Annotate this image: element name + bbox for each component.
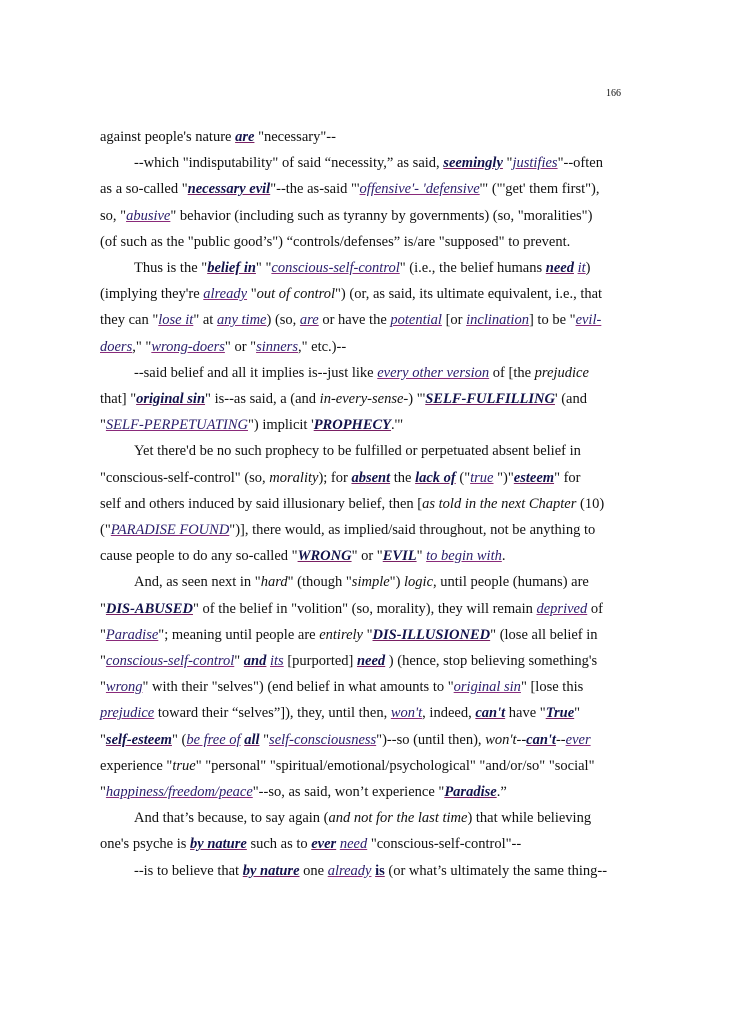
emphasized-text: be free of — [186, 731, 241, 748]
text-segment: toward their “selves”]), they, until then, — [154, 705, 391, 722]
text-segment: (implying they're — [100, 286, 204, 303]
emphasized-text: -- — [555, 731, 566, 748]
text-segment: " (lose all belief in — [490, 626, 598, 643]
emphasized-text: won't-- — [485, 731, 527, 748]
text-segment: " (i.e., the belief humans — [399, 260, 546, 277]
text-segment: ) "' — [408, 391, 426, 408]
text-segment: ")], there would, as implied/said throughout, not be anything to — [229, 522, 596, 539]
text-segment: against people's nature — [100, 129, 236, 145]
text-segment: ' (and — [554, 391, 587, 408]
emphasized-text: offensive'- 'defensive — [359, 181, 480, 198]
text-segment: ) (hence, stop believing something's — [385, 653, 598, 670]
text-segment: .'" — [391, 417, 404, 434]
emphasized-text: hard — [260, 574, 288, 591]
text-segment: --which "indisputability" of said “necessity,” as said, — [134, 155, 444, 172]
text-line — [100, 150, 612, 176]
text-line — [100, 124, 612, 150]
text-segment: ); for — [318, 469, 352, 486]
emphasized-text: potential — [390, 312, 442, 329]
emphasized-text: by nature — [242, 862, 300, 879]
text-segment: of — [587, 600, 603, 617]
body-text — [100, 124, 612, 884]
text-line — [100, 229, 612, 255]
text-segment: that] " — [100, 391, 137, 408]
emphasized-text: already — [203, 286, 248, 303]
emphasized-text: wrong-doers — [151, 338, 225, 355]
emphasized-text: can't — [526, 731, 556, 748]
emphasized-text: need — [545, 260, 574, 277]
emphasized-text: self-esteem — [105, 731, 172, 748]
text-segment: And that’s because, to say again ( — [134, 810, 329, 827]
emphasized-text: is — [375, 862, 385, 879]
text-segment: " — [100, 417, 106, 434]
text-line — [100, 831, 612, 857]
text-segment: " — [574, 705, 581, 722]
text-segment: as a so-called " — [100, 181, 188, 198]
emphasized-text: need — [356, 653, 386, 670]
emphasized-text: and not for the last time — [328, 810, 468, 827]
text-line — [100, 255, 612, 281]
emphasized-text: prejudice — [534, 364, 589, 381]
text-segment: they can " — [100, 312, 159, 329]
text-segment: " for — [554, 469, 581, 486]
text-segment: " — [100, 626, 106, 643]
text-segment: (" — [455, 469, 471, 486]
emphasized-text: WRONG — [297, 548, 352, 565]
text-segment: " — [100, 784, 106, 801]
text-segment: "--so, as said, won’t experience " — [252, 784, 445, 801]
emphasized-text: lack of — [415, 469, 456, 486]
emphasized-text: it — [577, 260, 586, 277]
text-segment: [or — [441, 312, 467, 329]
text-line — [100, 779, 612, 805]
text-segment: , until people (humans) are — [433, 574, 589, 591]
emphasized-text: in-every-sense- — [319, 391, 409, 408]
emphasized-text: belief in — [207, 260, 256, 277]
text-segment: " is--as said, a (and — [205, 391, 320, 408]
emphasized-text: ever — [565, 731, 591, 748]
emphasized-text: seemingly — [443, 155, 503, 172]
text-segment: one — [299, 862, 328, 879]
emphasized-text: prejudice — [100, 705, 155, 722]
text-segment: " — [247, 286, 257, 303]
text-line — [100, 438, 612, 464]
text-line — [100, 203, 612, 229]
text-line — [100, 412, 612, 438]
text-segment: ") — [389, 574, 405, 591]
emphasized-text: all — [244, 731, 260, 748]
text-segment: ")" — [493, 469, 514, 486]
emphasized-text: can't — [475, 705, 506, 722]
text-segment: " or " — [351, 548, 383, 565]
text-segment: Yet there'd be no such prophecy to be fulfilled or perpetuated absent belief in — [134, 443, 581, 460]
text-line — [100, 491, 612, 517]
emphasized-text: PROPHECY — [313, 417, 392, 434]
emphasized-text: morality — [269, 469, 319, 486]
emphasized-text: abusive — [126, 207, 171, 224]
emphasized-text: Paradise — [105, 626, 159, 643]
emphasized-text: true — [172, 757, 196, 774]
text-segment: '" ("'get' them first"), — [479, 181, 600, 198]
text-segment: ) that while believing — [467, 810, 592, 827]
emphasized-text: need — [339, 836, 368, 853]
text-line — [100, 727, 612, 753]
emphasized-text: every other version — [377, 364, 490, 381]
text-segment: cause people to do any so-called " — [100, 548, 298, 565]
text-line — [100, 674, 612, 700]
emphasized-text: conscious-self-control — [271, 260, 400, 277]
text-segment: self and others induced by said illusionary belief, then [ — [100, 495, 423, 512]
text-segment: " — [416, 548, 427, 565]
text-segment: experience " — [100, 757, 173, 774]
text-line — [100, 569, 612, 595]
text-segment: " — [259, 731, 270, 748]
emphasized-text: out of control — [256, 286, 336, 303]
text-segment: Thus is the " — [134, 260, 208, 277]
text-segment: " or " — [224, 338, 257, 355]
text-segment: " ( — [171, 731, 187, 748]
text-segment: of [the — [489, 364, 535, 381]
text-segment: have " — [505, 705, 546, 722]
emphasized-text: necessary evil — [187, 181, 271, 198]
emphasized-text: evil- — [575, 312, 602, 329]
emphasized-text: true — [470, 469, 494, 486]
emphasized-text: esteem — [513, 469, 555, 486]
emphasized-text: entirely — [319, 626, 363, 643]
text-segment: --said belief and all it implies is--just like — [134, 364, 378, 381]
text-segment: , indeed, — [422, 705, 476, 722]
emphasized-text: as told in the next Chapter — [422, 495, 577, 512]
emphasized-text: PARADISE FOUND — [110, 522, 230, 539]
text-segment: " " — [255, 260, 272, 277]
text-segment: "necessary"-- — [254, 129, 336, 145]
text-segment: "--the as-said "' — [270, 181, 360, 198]
text-line — [100, 596, 612, 622]
emphasized-text: any time — [216, 312, 267, 329]
emphasized-text: to begin with — [426, 548, 502, 565]
emphasized-text: are — [235, 129, 255, 145]
emphasized-text: True — [545, 705, 575, 722]
emphasized-text: justifies — [512, 155, 558, 172]
text-segment: "; meaning until people are — [158, 626, 320, 643]
text-line — [100, 176, 612, 202]
text-line — [100, 805, 612, 831]
text-line — [100, 648, 612, 674]
emphasized-text: and — [243, 653, 267, 670]
text-line — [100, 386, 612, 412]
page-number: 166 — [606, 88, 621, 99]
text-segment: (10) — [576, 495, 605, 512]
text-segment: " (though " — [287, 574, 352, 591]
text-segment: " with their "selves") (end belief in what amounts to " — [142, 679, 454, 696]
text-line — [100, 858, 612, 884]
emphasized-text: inclination — [466, 312, 529, 329]
text-segment: one's psyche is — [100, 836, 191, 853]
text-segment: so, " — [100, 207, 127, 224]
emphasized-text: are — [299, 312, 319, 329]
text-line — [100, 753, 612, 779]
emphasized-text: doers — [100, 338, 133, 355]
text-segment: " [lose this — [520, 679, 584, 696]
text-segment: ")--so (until then), — [376, 731, 486, 748]
text-line — [100, 465, 612, 491]
text-segment: " — [100, 679, 106, 696]
text-line — [100, 622, 612, 648]
text-segment: " — [362, 626, 373, 643]
text-line — [100, 281, 612, 307]
emphasized-text: self-consciousness — [269, 731, 377, 748]
text-line — [100, 307, 612, 333]
emphasized-text: won't — [390, 705, 423, 722]
text-segment: ") implicit ' — [247, 417, 314, 434]
emphasized-text: absent — [351, 469, 391, 486]
emphasized-text: deprived — [536, 600, 588, 617]
text-segment: . — [501, 548, 506, 565]
emphasized-text: wrong — [105, 679, 143, 696]
text-segment: [purported] — [283, 653, 357, 670]
text-segment: " — [100, 600, 106, 617]
text-segment: ") (or, as said, its ultimate equivalent, i.e., that — [335, 286, 603, 303]
emphasized-text: DIS-ILLUSIONED — [372, 626, 491, 643]
text-segment: " — [100, 731, 106, 748]
emphasized-text: already — [327, 862, 372, 879]
text-segment: "--often — [557, 155, 603, 172]
text-segment: " — [234, 653, 244, 670]
text-segment: (or what’s ultimately the same thing-- — [384, 862, 608, 879]
emphasized-text: logic — [404, 574, 434, 591]
emphasized-text: EVIL — [382, 548, 417, 565]
text-line — [100, 543, 612, 569]
emphasized-text: simple — [351, 574, 390, 591]
text-segment: the — [390, 469, 416, 486]
text-segment: (" — [100, 522, 111, 539]
text-segment: " at — [193, 312, 217, 329]
emphasized-text: by nature — [190, 836, 247, 853]
emphasized-text: original sin — [453, 679, 521, 696]
text-segment: "conscious-self-control" (so, — [100, 469, 270, 486]
emphasized-text: DIS-ABUSED — [105, 600, 193, 617]
text-segment: such as to — [246, 836, 312, 853]
emphasized-text: lose it — [158, 312, 194, 329]
emphasized-text: Paradise — [444, 784, 497, 801]
text-segment: " — [502, 155, 513, 172]
text-segment: --is to believe that — [134, 862, 243, 879]
emphasized-text: original sin — [136, 391, 206, 408]
text-segment: .” — [496, 784, 507, 801]
text-segment: " — [100, 653, 106, 670]
text-segment: ] to be " — [528, 312, 576, 329]
emphasized-text: happiness/freedom/peace — [105, 784, 253, 801]
emphasized-text: SELF-PERPETUATING — [105, 417, 248, 434]
text-segment: ) — [585, 260, 591, 277]
text-line — [100, 517, 612, 543]
emphasized-text: its — [270, 653, 284, 670]
text-line — [100, 360, 612, 386]
text-segment: " of the belief in "volition" (so, morality), they will remain — [192, 600, 537, 617]
text-segment: "conscious-self-control"-- — [367, 836, 522, 853]
text-segment: ," " — [132, 338, 152, 355]
emphasized-text: SELF-FULFILLING — [425, 391, 555, 408]
text-line — [100, 334, 612, 360]
emphasized-text: sinners — [256, 338, 298, 355]
emphasized-text: conscious-self-control — [105, 653, 235, 670]
text-segment: (of such as the "public good’s") “controls/defenses” is/are "supposed" to prevent. — [100, 233, 571, 250]
text-segment: ," etc.)-- — [297, 338, 347, 355]
text-segment: or have the — [318, 312, 391, 329]
emphasized-text: ever — [311, 836, 337, 853]
text-segment: And, as seen next in " — [134, 574, 261, 591]
text-line — [100, 700, 612, 726]
text-segment: " behavior (including such as tyranny by governments) (so, "moralities") — [170, 207, 593, 224]
text-segment: ) (so, — [266, 312, 300, 329]
text-segment: " "personal" "spiritual/emotional/psychological" "and/or/so" "social" — [195, 757, 595, 774]
